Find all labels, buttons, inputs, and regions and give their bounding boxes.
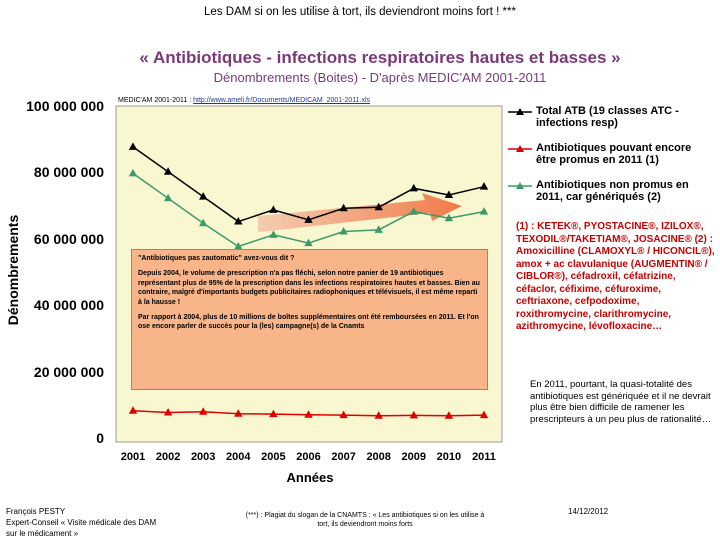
footer-footnote: (***) : Plagiat du slogan de la CNAMTS : « Les antibiotiques si on les utilise à tort, ils deviendront moins forts <box>245 512 485 528</box>
x-tick-label: 2003 <box>190 451 216 463</box>
annotation-heading: "Antibiotiques pas zautomatic" avez-vous dit ? <box>138 255 295 262</box>
y-tick-label: 20 000 000 <box>33 363 104 380</box>
legend-label-promus: Antibiotiques pouvant encore être promus en 2011 (1) <box>536 142 692 166</box>
conclusion-note: En 2011, pourtant, la quasi-totalité des antibiotiques est génériquée et il ne devrait plus être bien difficile de ramener les prescripteurs à un peu plus de rationalité… <box>530 379 712 426</box>
footer-author-role: Expert-Conseil « Visite médicale des DAM sur le médicament » <box>6 518 157 538</box>
x-tick-label: 2008 <box>366 451 391 463</box>
y-tick-label: 0 <box>96 430 104 446</box>
x-tick-label: 2005 <box>261 451 286 463</box>
top-note: Les DAM si on les utilise à tort, ils deviendront moins fort ! *** <box>204 6 516 18</box>
source-prefix: MEDIC'AM 2001-2011 : <box>118 97 194 104</box>
y-tick-label: 60 000 000 <box>33 230 104 247</box>
source-line <box>118 97 370 104</box>
annotation-box <box>131 249 488 390</box>
x-tick-label: 2006 <box>296 451 321 463</box>
footer-author <box>6 506 166 539</box>
legend-label-generiques: Antibiotiques non promus en 2011, car génériqués (2) <box>536 179 689 203</box>
x-tick-label: 2010 <box>436 451 462 463</box>
x-tick-label: 2002 <box>155 451 181 463</box>
footer-date: 14/12/2012 <box>568 507 609 516</box>
y-tick-label: 80 000 000 <box>33 164 104 181</box>
x-tick-label: 2009 <box>401 451 427 463</box>
footer-author-name: François PESTY <box>6 507 66 516</box>
y-tick-label: 100 000 000 <box>26 98 104 114</box>
legend-markers <box>508 108 532 189</box>
chart-title: « Antibiotiques - infections respiratoires hautes et basses » <box>139 48 621 67</box>
x-tick-label: 2011 <box>472 451 496 463</box>
y-axis-label: Dénombrements <box>5 214 21 326</box>
annotation-paragraph-2: Par rapport à 2004, plus de 10 millions de boîtes supplémentaires ont été remboursées en 2011. Et l'on ose encore parler de succès pour la (les) campagne(s) de la Cnamts <box>138 314 479 331</box>
legend-label-total: Total ATB (19 classes ATC - infections resp) <box>536 105 679 129</box>
x-tick-label: 2004 <box>226 451 251 463</box>
source-link[interactable]: http://www.ameli.fr/Documents/MEDICAM_2001-2011.xls <box>193 97 371 104</box>
x-tick-label: 2007 <box>331 451 356 463</box>
annotation-paragraph-1: Depuis 2004, le volume de prescription n'a pas fléchi, selon notre panier de 19 antibiotiques représentant plus de 95% de la prescription dans les infections respiratoires hautes et basses. Bien au contraire, malgré d'importants budgets publicitaires radiophoniques et télévisuels, il est même reparti à la hausse ! <box>138 270 480 306</box>
y-tick-label: 40 000 000 <box>33 297 104 314</box>
x-tick-label: 2001 <box>120 451 146 463</box>
x-axis-label: Années <box>286 470 334 485</box>
chart-subtitle: Dénombrements (Boites) - D'après MEDIC'AM 2001-2011 <box>213 70 547 85</box>
legend-footnote: (1) : KETEK®, PYOSTACINE®, IZILOX®, TEXODIL®/TAKETIAM®, JOSACINE® (2) : Amoxicilline (CLAMOXYL® / HICONCIL®), amox + ac clavulanique (AUGMENTIN® / CIBLOR®), céfadroxil, céfatrizine, céfaclor, céfixime, céfuroxime, ceftriaxone, cefpodoxime, roxithromycine, clarithromycine, azithromycine, lévofloxacine… <box>516 221 715 332</box>
